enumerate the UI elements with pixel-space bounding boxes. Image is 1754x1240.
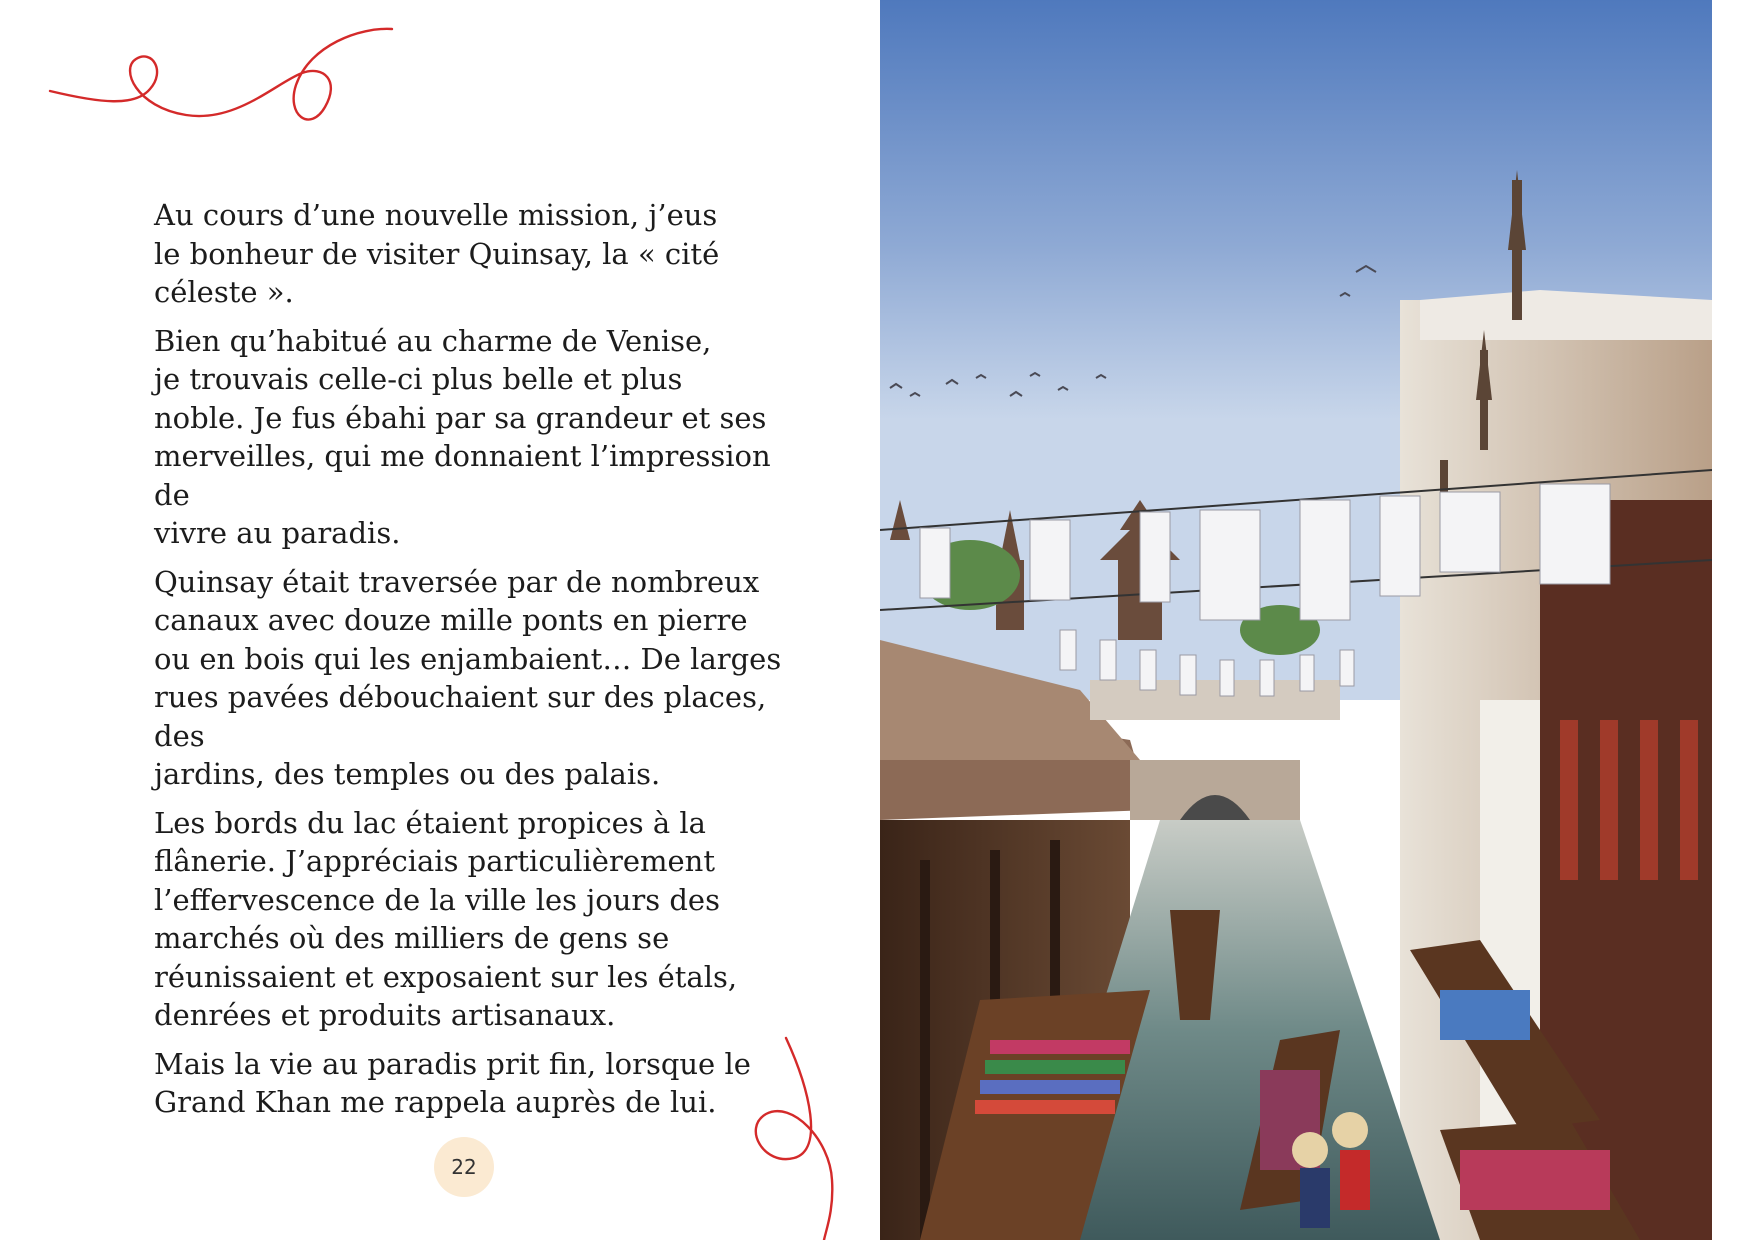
page-number-badge xyxy=(434,1137,494,1197)
paragraph-3: Quinsay était traversée par de nombreux canaux avec douze mille ponts en pierre ou en bois qui les enjambaient… De larges rues pavées débouchaient sur des places, des jardins, des temples ou des palais. xyxy=(154,564,782,791)
paragraph-4: Les bords du lac étaient propices à la flânerie. J’appréciais particulièrement l’effervescence de la ville les jours des marchés où des milliers de gens se réunissaient et exposaient sur les étals, denrées et produits artisanaux. xyxy=(154,805,738,1032)
paragraph-5: Mais la vie au paradis prit fin, lorsque le Grand Khan me rappela auprès de lui. xyxy=(154,1046,751,1119)
page-number: 22 xyxy=(451,1155,477,1179)
paragraph-1: Au cours d’une nouvelle mission, j’eus le bonheur de visiter Quinsay, la « cité céleste ». xyxy=(154,198,720,309)
paragraph-2: Bien qu’habitué au charme de Venise, je trouvais celle-ci plus belle et plus noble. Je fus ébahi par sa grandeur et ses merveilles, qui me donnaient l’impression de vivre au paradis. xyxy=(154,323,771,550)
right-page-margin xyxy=(1712,0,1754,1240)
story-text xyxy=(154,196,794,1132)
red-swirl-decoration-icon xyxy=(40,15,400,125)
illustration-page xyxy=(880,0,1712,1240)
canal-town-illustration xyxy=(880,0,1712,1240)
